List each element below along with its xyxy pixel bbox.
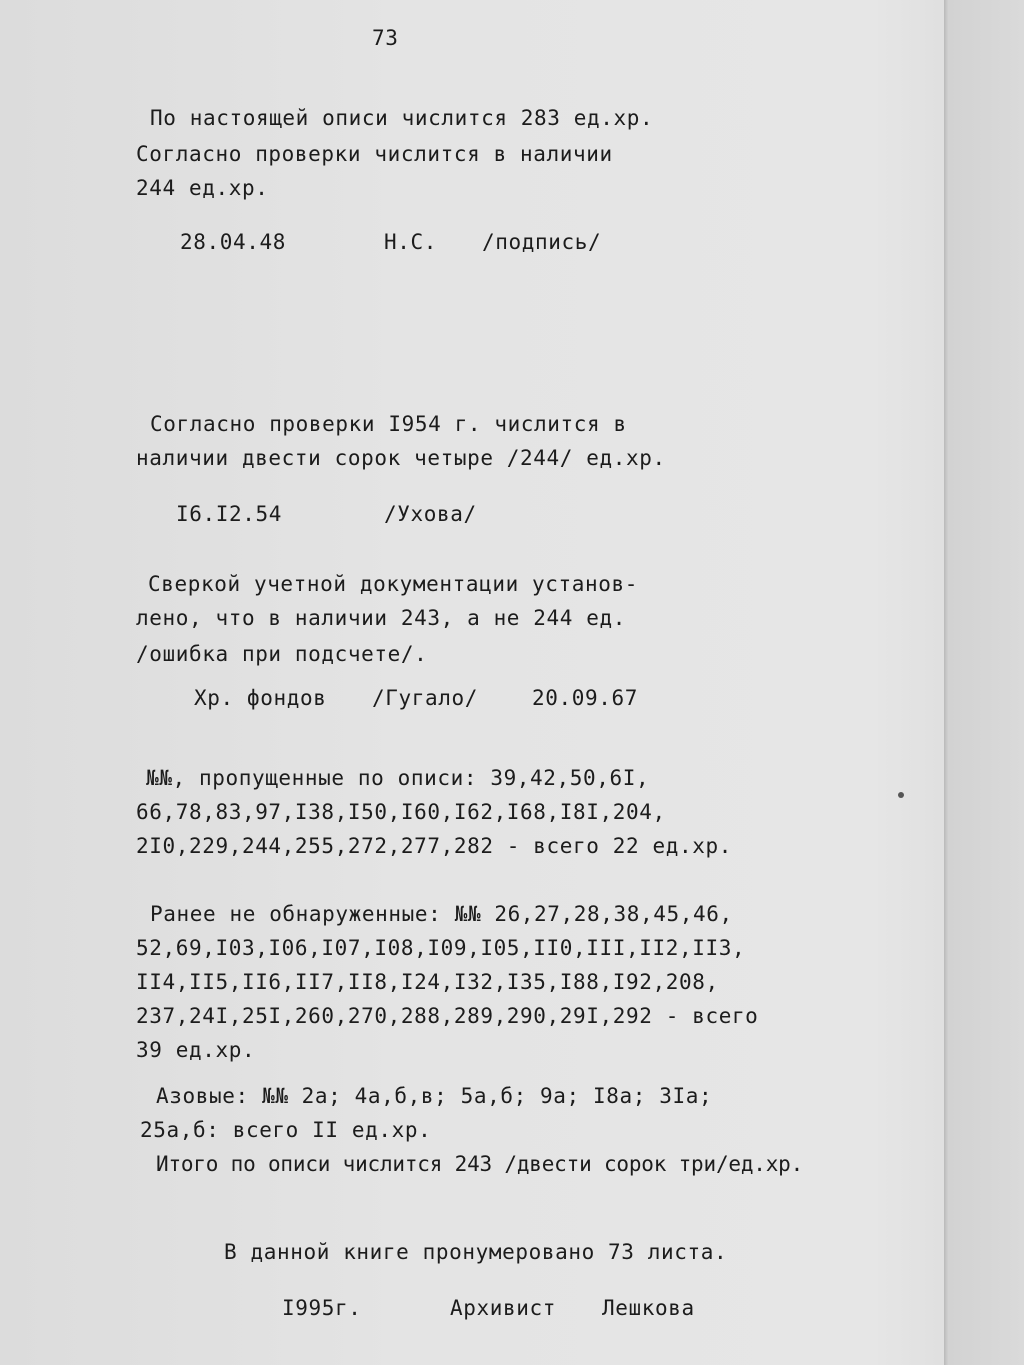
block1-signature: /подпись/ [482, 230, 602, 254]
page-number: 73 [372, 26, 399, 50]
block6-line-1: Азовые: №№ 2а; 4а,б,в; 5а,б; 9а; I8а; 3Iа; [156, 1084, 713, 1108]
block3-line-3: /ошибка при подсчете/. [136, 642, 428, 666]
block4-line-2: 66,78,83,97,I38,I50,I60,I62,I68,I8I,204, [136, 800, 666, 824]
block3-signature: /Гугало/ [372, 686, 478, 710]
footer-year: I995г. [282, 1296, 362, 1320]
block2-date: I6.I2.54 [176, 502, 282, 526]
block5-line-1: Ранее не обнаруженные: №№ 26,27,28,38,45,46, [150, 902, 733, 926]
block2-signature: /Ухова/ [384, 502, 477, 526]
block6-line-2: 25а,б: всего II ед.хр. [140, 1118, 432, 1142]
block1-line-2: Согласно проверки числится в наличии [136, 142, 613, 166]
footer-title: Архивист [450, 1296, 556, 1320]
block6-line-3: Итого по описи числится 243 /двести сорок три/ед.хр. [156, 1152, 804, 1176]
block1-initials: Н.С. [384, 230, 437, 254]
block4-line-1: №№, пропущенные по описи: 39,42,50,6I, [146, 766, 650, 790]
block5-line-4: 237,24I,25I,260,270,288,289,290,29I,292 - всего [136, 1004, 759, 1028]
footer-statement: В данной книге пронумеровано 73 листа. [224, 1240, 728, 1264]
footer-name: Лешкова [602, 1296, 695, 1320]
block1-line-3: 244 ед.хр. [136, 176, 269, 200]
block1-date: 28.04.48 [180, 230, 286, 254]
underlying-page [948, 0, 1024, 1365]
block2-line-1: Согласно проверки I954 г. числится в [150, 412, 627, 436]
page-edge [944, 0, 948, 1365]
block3-line-2: лено, что в наличии 243, а не 244 ед. [136, 606, 626, 630]
block4-line-3: 2I0,229,244,255,272,277,282 - всего 22 ед.хр. [136, 834, 732, 858]
block3-line-1: Сверкой учетной документации установ- [148, 572, 638, 596]
ink-speck [898, 792, 904, 798]
block5-line-3: II4,II5,II6,II7,II8,I24,I32,I35,I88,I92,208, [136, 970, 719, 994]
block5-line-5: 39 ед.хр. [136, 1038, 256, 1062]
block1-line-1: По настоящей описи числится 283 ед.хр. [150, 106, 654, 130]
block2-line-2: наличии двести сорок четыре /244/ ед.хр. [136, 446, 666, 470]
block5-line-2: 52,69,I03,I06,I07,I08,I09,I05,II0,III,II2,II3, [136, 936, 746, 960]
block3-position: Хр. фондов [194, 686, 327, 710]
block3-date: 20.09.67 [532, 686, 638, 710]
